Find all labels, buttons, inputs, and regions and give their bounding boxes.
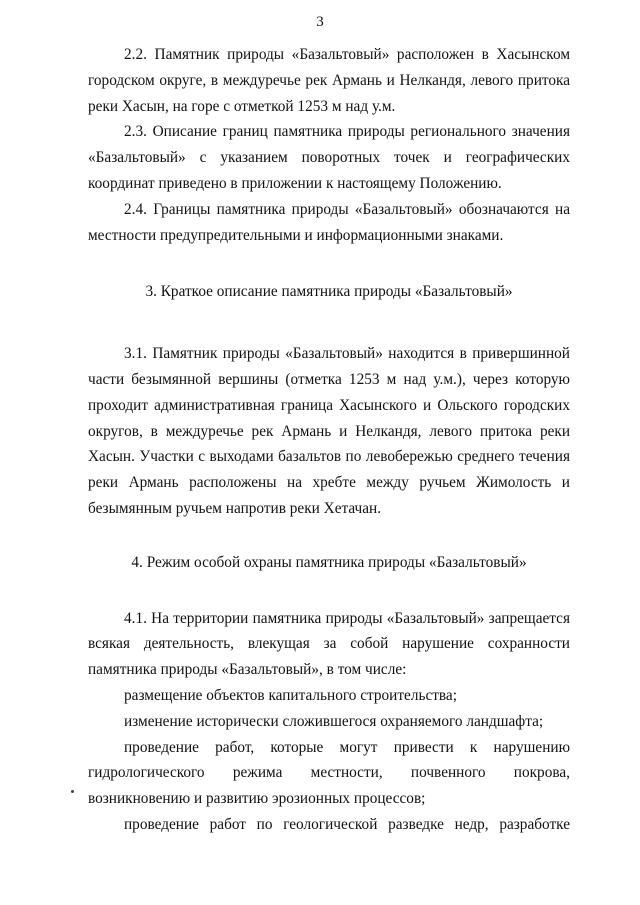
page-number: 3 — [316, 14, 324, 30]
paragraph-2-2: 2.2. Памятник природы «Базальтовый» расположен в Хасынском городском округе, в междуречье рек Армань и Нелкандя, левого притока реки Хасын, на горе с отметкой 1253 м над у.м. — [88, 46, 570, 115]
section-3-heading: 3. Краткое описание памятника природы «Базальтовый» — [145, 283, 513, 301]
list-item: проведение работ, которые могут привести к нарушению гидрологического режима местности, почвенного покрова, возникновению и развитию эрозионных процессов; — [88, 738, 570, 808]
paragraph-4-1: 4.1. На территории памятника природы «Базальтовый» запрещается всякая деятельность, влекущая за собой нарушение сохранности памятника природы «Базальтовый», в том числе: — [88, 609, 570, 679]
scan-speck — [71, 790, 74, 793]
paragraph-2-3: 2.3. Описание границ памятника природы регионального значения «Базальтовый» с указанием поворотных точек и географических координат приведено в приложении к настоящему Положению. — [88, 123, 570, 192]
document-body — [88, 42, 570, 838]
paragraph-3-1: 3.1. Памятник природы «Базальтовый» находится в привершинной части безымянной вершины (отметка 1253 м над у.м.), через которую проходит административная граница Хасынского и Ольского городских округов, в междуречье рек Армань и Нелкандя, левого притока реки Хасын. Участки с выходами базальтов по левобережью среднего течения реки Армань расположены на хребте между ручьем Жимолость и безымянным ручьем напротив реки Хетачан. — [88, 345, 570, 517]
list-item: проведение работ по геологической разведке недр, разработке — [124, 815, 570, 833]
section-4-heading: 4. Режим особой охраны памятника природы «Базальтовый» — [131, 553, 527, 571]
paragraph-2-4: 2.4. Границы памятника природы «Базальтовый» обозначаются на местности предупредительными и информационными знаками. — [88, 200, 570, 244]
list-item: размещение объектов капитального строительства; — [124, 686, 457, 704]
list-item: изменение исторически сложившегося охраняемого ландшафта; — [124, 712, 544, 730]
